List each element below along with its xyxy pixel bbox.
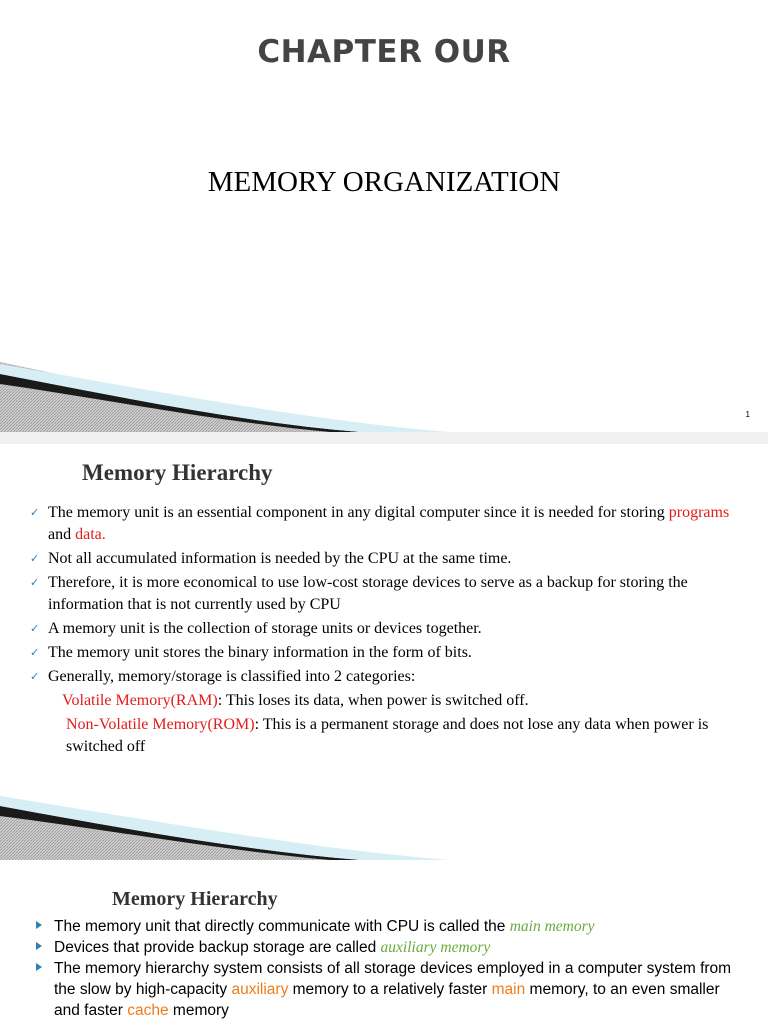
checkmark-icon: ✓ [30,622,40,635]
list-item [28,642,748,664]
checkmark-icon: ✓ [30,646,40,659]
bullet-text: memory to a relatively faster [288,981,492,998]
volatile-text: : This loses its data, when power is switched off. [217,692,529,709]
bullet-text: The memory unit is an essential component in any digital computer since it is needed for storing [48,504,669,521]
list-item [28,572,748,616]
decorative-swoosh [0,788,768,868]
term-auxiliary-memory: auxiliary memory [380,939,491,956]
arrow-bullet-icon [36,942,42,950]
bullet-text: The memory unit that directly communicate with CPU is called the [54,918,510,935]
slide-1 [0,0,768,432]
bullet-text: Not all accumulated information is needed by the CPU at the same time. [48,550,512,567]
list-item [28,666,748,688]
list-item [36,916,736,937]
bullet-text: A memory unit is the collection of storage units or devices together. [48,620,482,637]
arrow-bullet-icon [36,963,42,971]
bullet-text: Therefore, it is more economical to use low-cost storage devices to serve as a backup for storing the information that is not currently used by CPU [48,574,688,613]
checkmark-icon: ✓ [30,670,40,683]
highlight-programs: programs [668,504,730,521]
term-main: main [491,981,526,998]
bullet-list [36,916,736,1021]
bullet-text: The memory hierarchy system consists of all storage devices employed in a computer system from the slow by high-capacity [54,960,732,998]
slide-2 [0,444,768,868]
volatile-label: Volatile Memory(RAM) [62,692,218,709]
nonvolatile-label: Non-Volatile Memory(ROM) [66,716,255,733]
highlight-data: data. [75,526,106,543]
list-item [28,502,748,546]
bullet-list [28,502,748,760]
volatile-item [28,690,748,712]
list-item [36,937,736,958]
page-number: 1 [745,410,750,419]
list-item [28,548,748,570]
term-auxiliary: auxiliary [231,981,289,998]
bullet-text: The memory unit stores the binary information in the form of bits. [48,644,472,661]
checkmark-icon: ✓ [30,576,40,589]
checkmark-icon: ✓ [30,506,40,519]
chapter-subtitle: MEMORY ORGANIZATION [207,166,561,198]
chapter-title: CHAPTER OUR [257,34,511,70]
slide-3 [0,868,768,1024]
bullet-text: and [48,526,76,543]
term-cache: cache [127,1002,169,1019]
arrow-bullet-icon [36,921,42,929]
bullet-text: Devices that provide backup storage are called [54,939,381,956]
list-item [36,958,736,1021]
list-item [28,618,748,640]
nonvolatile-text: : This is a permanent storage and does not lose any data when power is switched off [66,716,709,755]
bullet-text: memory, to an even smaller and faster [54,981,720,1019]
bullet-text: memory [168,1002,229,1019]
section-heading: Memory Hierarchy [112,888,278,910]
nonvolatile-item [28,714,748,758]
decorative-swoosh [0,352,768,432]
section-heading: Memory Hierarchy [82,460,273,485]
checkmark-icon: ✓ [30,552,40,565]
bullet-text: Generally, memory/storage is classified into 2 categories: [48,668,416,685]
term-main-memory: main memory [509,918,595,935]
